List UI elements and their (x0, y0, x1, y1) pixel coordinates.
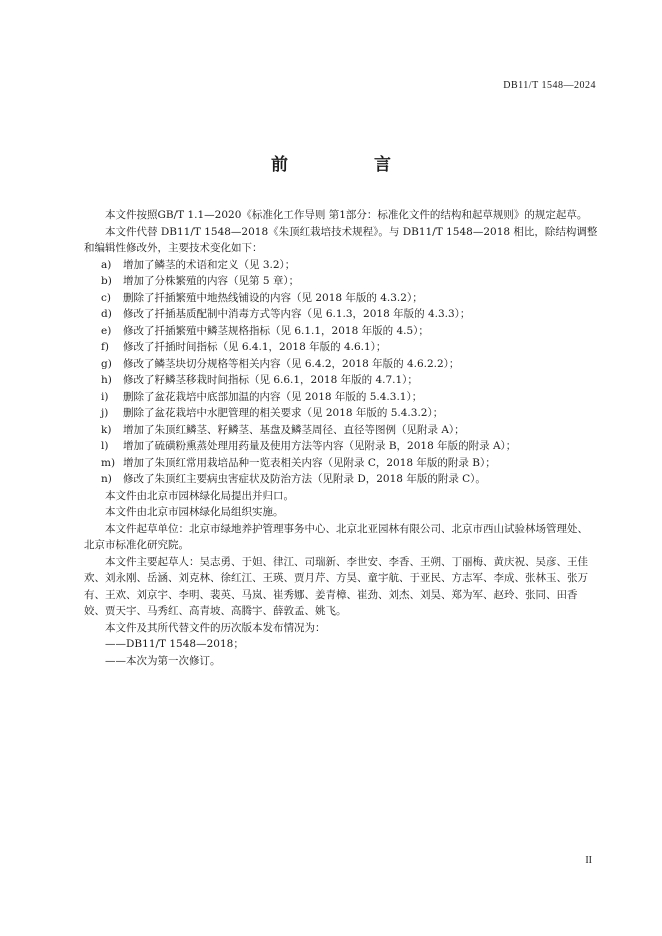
document-code: DB11/T 1548—2024 (503, 80, 596, 91)
list-item (84, 471, 598, 488)
paragraph-2: 本文件代替 DB11/T 1548—2018《朱顶红栽培技术规程》。与 DB11/T 1548—2018 相比，除结构调整和编辑性修改外，主要技术变化如下： (84, 225, 598, 254)
list-item-text: 删除了扦插繁殖中地热线铺设的内容（见 2018 年版的 4.3.2）； (123, 291, 423, 304)
list-item (84, 372, 598, 389)
list-item (84, 422, 598, 439)
paragraph-drafters: 本文件主要起草人：吴志勇、于妲、律江、司瑞新、李世安、李香、王朔、丁丽梅、黄庆祝、吴彦、王佳欢、刘永刚、岳涵、刘克林、徐红江、王瑛、贾月芹、方昊、童宇航、于亚民、方志军、李成、张林玉、张万有、王欢、刘京宇、李明、裴英、马岚、崔秀娜、姜青樟、崔劲、刘杰、刘昊、郑为军、赵玲、张同、田香姣、贾天宇、马秀红、高青坡、高腾宇、薛敦孟、姚飞。 (84, 555, 588, 617)
list-item-marker: c) (101, 291, 111, 304)
list-item-marker: m) (101, 456, 116, 469)
list-item-text: 修改了扦插基质配制中消毒方式等内容（见 6.1.3，2018 年版的 4.3.3）； (123, 308, 471, 320)
list-item (84, 389, 598, 406)
list-item-text: 删除了盆花栽培中底部加温的内容（见 2018 年版的 5.4.3.1）； (123, 390, 423, 403)
list-item (84, 273, 598, 290)
list-item (84, 257, 598, 274)
paragraph-implementer: 本文件由北京市园林绿化局组织实施。 (105, 506, 284, 518)
list-item (84, 455, 598, 472)
list-item (84, 356, 598, 373)
list-item (84, 438, 598, 455)
page-title: 前 言 (271, 155, 431, 175)
list-item (84, 339, 598, 356)
list-item-text: 增加了硫磺粉熏蒸处理用药量及使用方法等内容（见附录 B，2018 年版的附录 A）； (123, 440, 517, 452)
list-item-text: 修改了朱顶红主要病虫害症状及防治方法（见附录 D，2018 年版的附录 C）。 (123, 473, 486, 485)
list-item-marker: n) (101, 473, 112, 485)
paragraph-history-intro: 本文件及其所代替文件的历次版本发布情况为： (105, 621, 326, 634)
list-item-text: 修改了扦插时间指标（见 6.4.1，2018 年版的 4.6.1）； (123, 341, 387, 353)
list-item-text: 修改了籽鳞茎移栽时间指标（见 6.6.1，2018 年版的 4.7.1）； (123, 374, 418, 386)
list-item-text: 删除了盆花栽培中水肥管理的相关要求（见 2018 年版的 5.4.3.2）； (123, 407, 444, 419)
list-item-text: 增加了朱顶红鳞茎、籽鳞茎、基盘及鳞茎周径、直径等图例（见附录 A）； (123, 423, 465, 436)
changes-list (84, 257, 598, 488)
paragraph-1: 本文件按照GB/T 1.1—2020《标准化工作导则 第1部分：标准化文件的结构和起草规则》的规定起草。 (105, 209, 588, 221)
document-body (84, 207, 598, 669)
list-item (84, 405, 598, 422)
list-item-text: 修改了鳞茎块切分规格等相关内容（见 6.4.2，2018 年版的 4.6.2.2）； (123, 357, 460, 370)
list-item-marker: k) (101, 423, 112, 436)
list-item-marker: h) (101, 374, 112, 386)
list-item-marker: f) (101, 341, 109, 353)
list-item (84, 306, 598, 323)
list-item-text: 增加了鳞茎的术语和定义（见 3.2）； (123, 258, 296, 271)
list-item (84, 323, 598, 340)
list-item (84, 290, 598, 307)
page-number: II (585, 855, 592, 866)
list-item-text: 修改了扦插繁殖中鳞茎规格指标（见 6.1.1，2018 年版的 4.5）； (123, 324, 429, 337)
paragraph-proposer: 本文件由北京市园林绿化局提出并归口。 (105, 489, 294, 502)
list-item-marker: b) (101, 275, 112, 287)
list-item-marker: j) (101, 407, 109, 419)
history-item-2018: ——DB11/T 1548—2018； (105, 638, 244, 650)
list-item-marker: i) (101, 390, 109, 403)
list-item-marker: g) (101, 357, 112, 370)
list-item-marker: l) (101, 440, 109, 452)
list-item-text: 增加了分株繁殖的内容（见第 5 章）； (123, 275, 300, 287)
list-item-marker: d) (101, 308, 112, 320)
list-item-marker: e) (101, 324, 112, 337)
history-item-current: ——本次为第一次修订。 (105, 654, 221, 667)
paragraph-drafting-units: 本文件起草单位：北京市绿地养护管理事务中心、北京北亚园林有限公司、北京市西山试验林场管理处、北京市标准化研究院。 (84, 522, 588, 551)
list-item-text: 增加了朱顶红常用栽培品种一览表相关内容（见附录 C，2018 年版的附录 B）； (123, 456, 496, 469)
list-item-marker: a) (101, 258, 112, 271)
